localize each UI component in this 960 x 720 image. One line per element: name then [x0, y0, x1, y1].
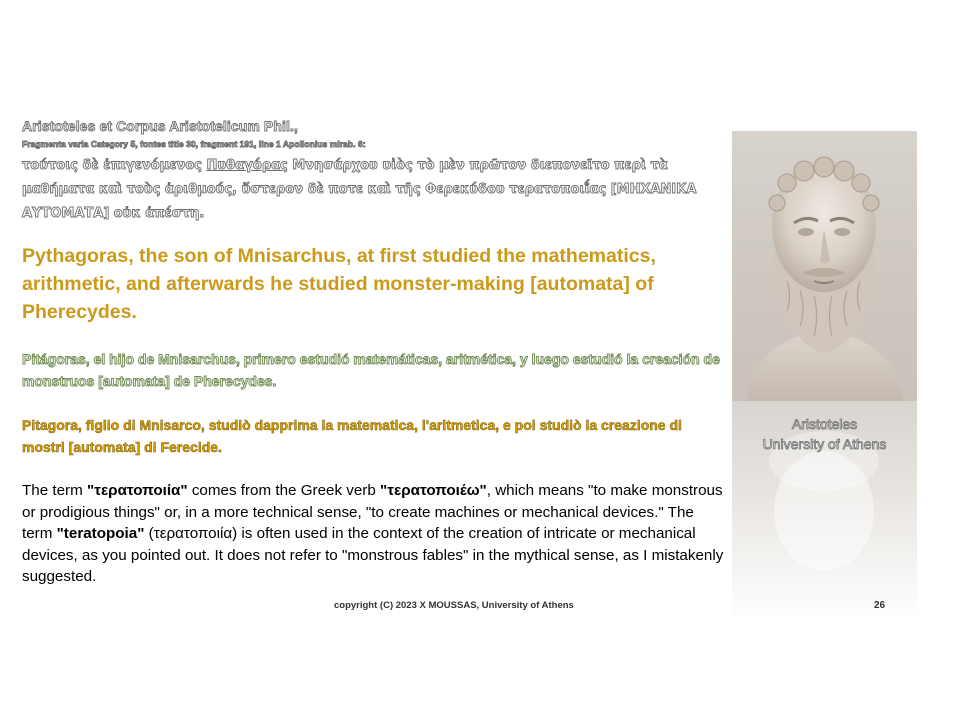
caption-affiliation: University of Athens — [762, 436, 887, 452]
note-term-latin: "teratopoia" — [56, 525, 145, 542]
image-caption — [732, 414, 917, 454]
term-explanation — [22, 480, 727, 588]
english-translation: Pythagoras, the son of Mnisarchus, at first studied the mathematics, arithmetic, and afterwards he studied monster-making [automata] of Pherecydes. — [22, 245, 656, 323]
source-reference: Fragmenta varia Category 5, fontes title 30, fragment 191, line 1 Apollonius mirab. 6: — [22, 139, 366, 149]
aristotle-bust-icon — [732, 131, 917, 401]
caption-name: Aristoteles — [791, 416, 858, 432]
note-term-greek-noun: "τερατοποιία" — [87, 482, 188, 499]
spanish-translation: Pitágoras, el hijo de Mnisarchus, primero estudió matemáticas, aritmética, y luego estudió la creación de monstruos [automata] de Pherecydes. — [22, 351, 720, 389]
greek-text — [22, 154, 727, 226]
note-text: comes from the Greek verb — [187, 482, 381, 499]
italian-translation: Pitagora, figlio di Mnisarco, studiò dapprima la matematica, l'aritmetica, e poi studiò la creazione di mostri [automata] di Ferecide. — [22, 417, 682, 455]
page-number: 26 — [874, 600, 886, 611]
greek-text-start: τούτοις δὲ ἐπιγενόμενος — [22, 158, 207, 173]
note-text: (τερατοποιία) is often used in the context of the creation of intricate or mechanical devices, as you pointed out. It does not refer to "monstrous fables" in the mythical sense, as I mistakenly suggested. — [22, 525, 724, 585]
copyright-footer: copyright (C) 2023 X MOUSSAS, University of Athens — [334, 600, 574, 611]
aristotle-bust-photo — [732, 131, 917, 401]
greek-text-end: Μνησάρχου υἱὸς τὸ μὲν πρῶτον διεπονεῖτο περὶ τὰ μαθήματα καὶ τοὺς ἀριθμούς, ὕστερον δὲ ποτε καὶ τῆς Φερεκύδου τερατοποιΐας [ΜΗΧΑΝΙΚΑ ΑΥΤΟΜΑΤΑ] οὐκ ἀπέστη. — [22, 158, 697, 221]
note-term-greek-verb: "τερατοποιέω" — [380, 482, 487, 499]
greek-pythagoras: Πυθαγόρας — [206, 158, 288, 173]
note-text: The term — [22, 482, 87, 499]
note-text: , which means "to make monstrous or prodigious things" or, in a more technical sense, "to create machines or mechanical devices." The term — [22, 482, 723, 542]
source-title: Aristoteles et Corpus Aristotelicum Phil., — [22, 118, 298, 134]
